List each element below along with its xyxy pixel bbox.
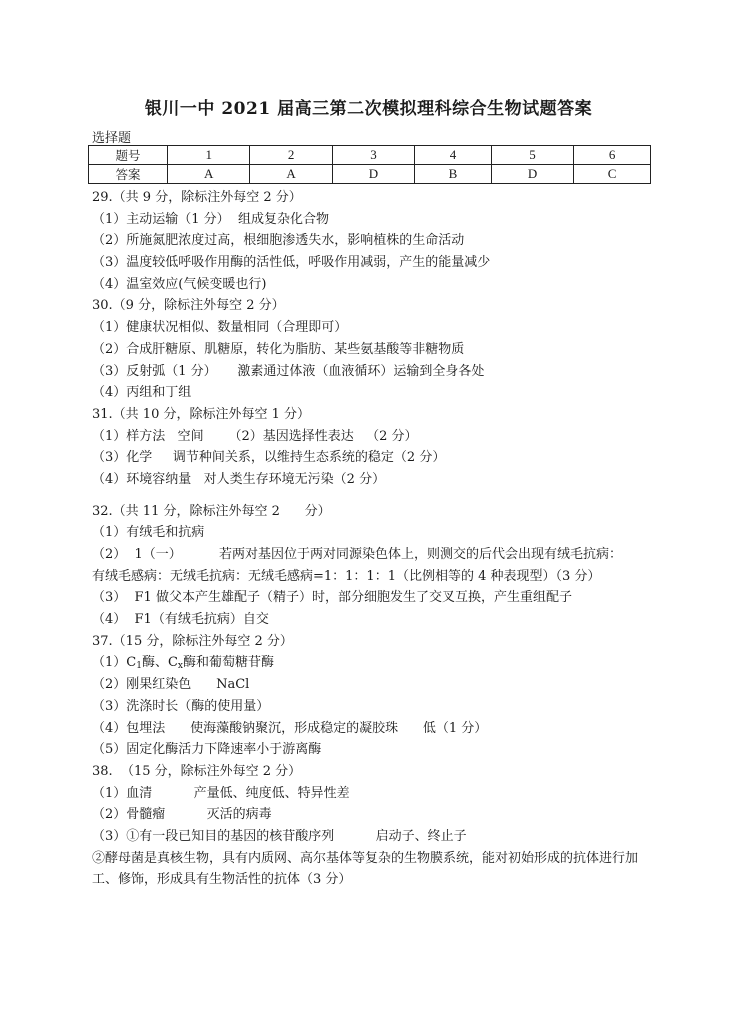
q37-answer-3: （3）洗涤时长（酶的使用量） xyxy=(92,698,270,714)
row-header-answer: 答案 xyxy=(89,165,168,184)
table-cell: D xyxy=(491,165,573,184)
table-cell: A xyxy=(250,165,332,184)
q32-answer-3: （3） F1 做父本产生雄配子（精子）时，部分细胞发生了交叉互换，产生重组配子 xyxy=(92,590,572,606)
q30-answer-3: （3）反射弧（1 分） 激素通过体液（血液循环）运输到全身各处 xyxy=(92,363,485,379)
table-cell: 1 xyxy=(168,146,250,165)
q37-answer-1 xyxy=(92,652,662,674)
q37-answer-1-mid: 酶、C xyxy=(141,655,178,671)
table-cell: 5 xyxy=(491,146,573,165)
q30-heading: 30.（9 分，除标注外每空 2 分） xyxy=(92,298,285,314)
q37-answer-1-post: 酶和葡萄糖苷酶 xyxy=(182,655,274,671)
spacer xyxy=(92,491,662,501)
q30-answer-2: （2）合成肝糖原、肌糖原，转化为脂肪、某些氨基酸等非糖物质 xyxy=(92,341,465,357)
table-row xyxy=(89,146,651,165)
table-cell: 2 xyxy=(250,146,332,165)
page-title: 银川一中 2021 届高三第二次模拟理科综合生物试题答案 xyxy=(144,99,593,119)
q37-answer-1-pre: （1）C xyxy=(92,655,137,671)
subscript: 1 xyxy=(136,661,142,672)
answers-body xyxy=(92,187,662,891)
section-label: 选择题 xyxy=(92,131,132,146)
row-header-number: 题号 xyxy=(89,146,168,165)
table-cell: B xyxy=(415,165,492,184)
q32-answer-1: （1）有绒毛和抗病 xyxy=(92,525,205,541)
q31-heading: 31.（共 10 分，除标注外每空 1 分） xyxy=(92,406,311,422)
q32-heading: 32.（共 11 分，除标注外每空 2 分） xyxy=(92,503,331,519)
q29-answer-2: （2）所施氮肥浓度过高，根细胞渗透失水，影响植株的生命活动 xyxy=(92,233,465,249)
q38-answer-3b: ②酵母菌是真核生物，具有内质网、高尔基体等复杂的生物膜系统，能对初始形成的抗体进行加工、修饰，形成具有生物活性的抗体（3 分） xyxy=(92,850,639,888)
q31-answer-3: （3）化学 调节种间关系，以维持生态系统的稳定（2 分） xyxy=(92,450,446,466)
table-cell: A xyxy=(168,165,250,184)
q37-answer-4: （4）包埋法 使海藻酸钠聚沉，形成稳定的凝胶珠 低（1 分） xyxy=(92,720,488,736)
table-cell: D xyxy=(332,165,414,184)
q30-answer-1: （1）健康状况相似、数量相同（合理即可） xyxy=(92,320,348,336)
q38-answer-1: （1）血清 产量低、纯度低、特异性差 xyxy=(92,785,350,801)
table-cell: 6 xyxy=(574,146,651,165)
q37-answer-5: （5）固定化酶活力下降速率小于游离酶 xyxy=(92,742,322,758)
q38-answer-2: （2）骨髓瘤 灭活的病毒 xyxy=(92,807,272,823)
q32-answer-2a: （2） 1（一） 若两对基因位于两对同源染色体上，则测交的后代会出现有绒毛抗病： xyxy=(92,547,622,562)
table-row xyxy=(89,165,651,184)
table-cell: 3 xyxy=(332,146,414,165)
table-cell: C xyxy=(574,165,651,184)
q29-answer-3: （3）温度较低呼吸作用酶的活性低，呼吸作用减弱，产生的能量减少 xyxy=(92,255,491,271)
q38-answer-3: （3）①有一段已知目的基因的核苷酸序列 启动子、终止子 xyxy=(92,828,467,844)
subscript: x xyxy=(177,661,183,672)
q37-answer-2: （2）刚果红染色 NaCl xyxy=(92,677,250,693)
q29-answer-4: （4）温室效应(气候变暖也行) xyxy=(92,276,267,292)
table-cell: 4 xyxy=(415,146,492,165)
q37-heading: 37.（15 分，除标注外每空 2 分） xyxy=(92,633,293,649)
q31-answer-4: （4）环境容纳量 对人类生存环境无污染（2 分） xyxy=(92,471,386,487)
answer-table xyxy=(88,145,651,184)
q30-answer-4: （4）丙组和丁组 xyxy=(92,385,192,401)
q29-answer-1: （1）主动运输（1 分） 组成复杂化合物 xyxy=(92,211,329,227)
q32-answer-2b: 有绒毛感病：无绒毛抗病：无绒毛感病=1：1：1：1（比例相等的 4 种表现型）（3 分） xyxy=(92,568,601,584)
q29-heading: 29.（共 9 分，除标注外每空 2 分） xyxy=(92,190,302,205)
q32-answer-4: （4） F1（有绒毛抗病）自交 xyxy=(92,612,269,628)
q31-answer-1: （1）样方法 空间 （2）基因选择性表达 （2 分） xyxy=(92,428,418,444)
q38-heading: 38. （15 分，除标注外每空 2 分） xyxy=(92,763,302,779)
